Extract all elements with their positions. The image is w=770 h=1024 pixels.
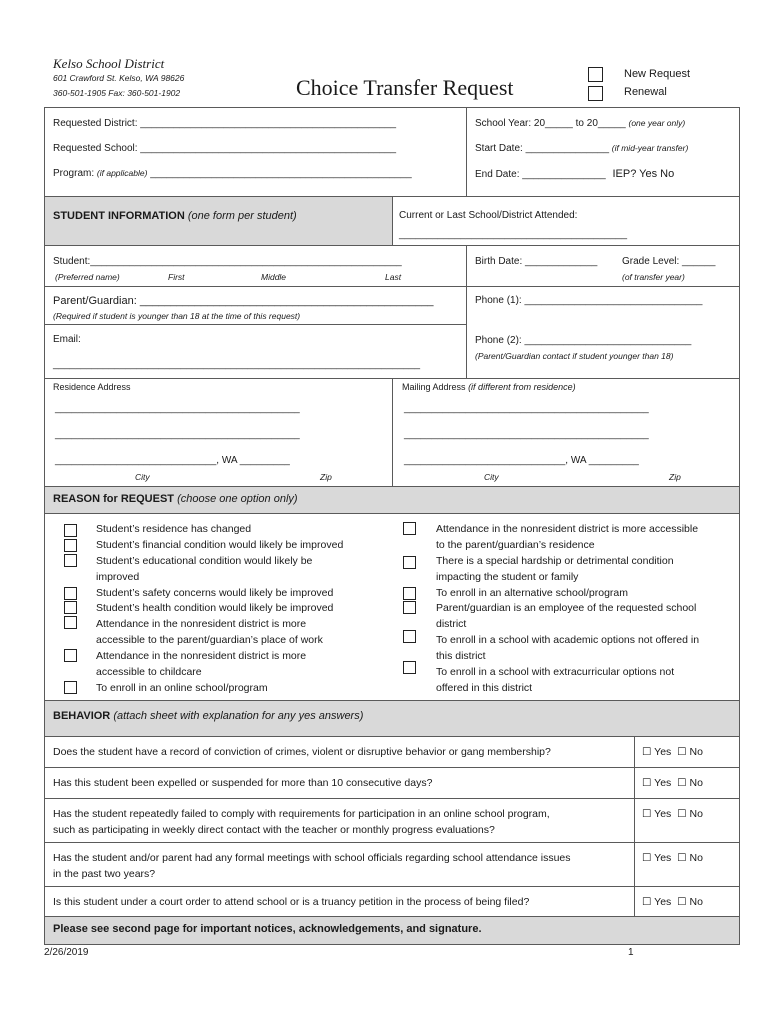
reason-left-line: To enroll in an online school/program bbox=[96, 682, 268, 694]
parent-guardian-input[interactable]: Parent/Guardian: ________________________________________________ bbox=[53, 295, 434, 307]
no-label: No bbox=[689, 896, 703, 908]
school-year-label: School Year: 20_____ to 20_____ bbox=[475, 118, 626, 129]
mailing-address-label: Mailing Address bbox=[402, 382, 466, 392]
reason-parent-work-checkbox[interactable] bbox=[64, 616, 77, 629]
behavior-question-3a: Has the student repeatedly failed to comply with requirements for participation in an online school program, bbox=[53, 808, 550, 820]
reason-academic-checkbox[interactable] bbox=[403, 630, 416, 643]
reason-safety-checkbox[interactable] bbox=[64, 587, 77, 600]
new-request-checkbox[interactable] bbox=[588, 67, 603, 82]
reason-note: (choose one option only) bbox=[177, 493, 298, 505]
mailing-city-zip[interactable]: _____________________________, WA _________ bbox=[404, 455, 639, 466]
reason-right-line: offered in this district bbox=[436, 682, 533, 694]
reason-right-line: to the parent/guardian’s residence bbox=[436, 539, 595, 551]
behavior-answer-1[interactable] bbox=[642, 746, 703, 758]
reason-health-checkbox[interactable] bbox=[64, 601, 77, 614]
page-number: 1 bbox=[628, 947, 634, 958]
residence-city-label: City bbox=[135, 472, 150, 482]
current-school-input[interactable]: _________________________________________ bbox=[399, 229, 628, 240]
no-label: No bbox=[689, 808, 703, 820]
reason-right-line: Parent/guardian is an employee of the requested school bbox=[436, 602, 697, 614]
reason-heading bbox=[53, 493, 298, 505]
yes-checkbox-icon[interactable]: ☐ bbox=[642, 896, 652, 908]
end-date-field[interactable] bbox=[475, 168, 674, 180]
student-info-heading bbox=[53, 210, 297, 222]
requested-district-field[interactable]: Requested District: ______________________________________________ bbox=[53, 118, 397, 129]
requested-school-field[interactable]: Requested School: ______________________________________________ bbox=[53, 143, 397, 154]
reason-right-line: impacting the student or family bbox=[436, 571, 579, 583]
residence-line-1[interactable]: ____________________________________________ bbox=[55, 403, 300, 414]
reason-right-line: To enroll in a school with extracurricular options not bbox=[436, 666, 675, 678]
transfer-year-label: (of transfer year) bbox=[622, 272, 685, 282]
no-checkbox-icon[interactable]: ☐ bbox=[677, 896, 687, 908]
reason-alternative-checkbox[interactable] bbox=[403, 587, 416, 600]
student-info-title: STUDENT INFORMATION bbox=[53, 210, 185, 222]
reason-childcare-checkbox[interactable] bbox=[64, 649, 77, 662]
phone-2-note: (Parent/Guardian contact if student younger than 18) bbox=[475, 351, 674, 361]
reason-left-line: Student’s safety concerns would likely be improved bbox=[96, 587, 334, 599]
reason-left-line: Attendance in the nonresident district is more bbox=[96, 650, 307, 662]
preferred-name-label: (Preferred name) bbox=[55, 272, 120, 282]
no-label: No bbox=[689, 746, 703, 758]
reason-left-line: Student’s health condition would likely be improved bbox=[96, 602, 334, 614]
behavior-question-4a: Has the student and/or parent had any formal meetings with school officials regarding school attendance issues bbox=[53, 852, 571, 864]
second-page-notice: Please see second page for important notices, acknowledgements, and signature. bbox=[53, 923, 482, 935]
mailing-zip-label: Zip bbox=[669, 472, 681, 482]
program-line: _______________________________________________ bbox=[150, 168, 412, 179]
reason-left-line: accessible to childcare bbox=[96, 666, 202, 678]
behavior-question-3b: such as participating in weekly direct contact with the teacher or monthly progress evaluations? bbox=[53, 824, 495, 836]
reason-right-line: There is a special hardship or detrimental condition bbox=[436, 555, 674, 567]
yes-label: Yes bbox=[654, 777, 672, 789]
reason-left-line: Student’s educational condition would likely be bbox=[96, 555, 313, 567]
reason-right-line: Attendance in the nonresident district is more accessible bbox=[436, 523, 699, 535]
program-hint: (if applicable) bbox=[96, 168, 148, 178]
reason-hardship-checkbox[interactable] bbox=[403, 556, 416, 569]
program-field[interactable] bbox=[53, 168, 412, 179]
yes-checkbox-icon[interactable]: ☐ bbox=[642, 852, 652, 864]
residence-city-zip[interactable]: _____________________________, WA _________ bbox=[55, 455, 290, 466]
reason-left-line: improved bbox=[96, 571, 140, 583]
behavior-question-1: Does the student have a record of conviction of crimes, violent or disruptive behavior or gang membership? bbox=[53, 746, 551, 758]
reason-employee-checkbox[interactable] bbox=[403, 601, 416, 614]
yes-checkbox-icon[interactable]: ☐ bbox=[642, 746, 652, 758]
reason-parent-residence-checkbox[interactable] bbox=[403, 522, 416, 535]
parent-guardian-note: (Required if student is younger than 18 at the time of this request) bbox=[53, 311, 301, 321]
school-year-field[interactable] bbox=[475, 118, 685, 129]
district-phone: 360-501-1905 Fax: 360-501-1902 bbox=[53, 88, 181, 98]
first-name-label: First bbox=[168, 272, 185, 282]
yes-checkbox-icon[interactable]: ☐ bbox=[642, 808, 652, 820]
yes-label: Yes bbox=[654, 896, 672, 908]
iep-field[interactable]: IEP? Yes No bbox=[612, 168, 675, 180]
reason-right-line: this district bbox=[436, 650, 486, 662]
behavior-question-2: Has this student been expelled or suspended for more than 10 consecutive days? bbox=[53, 777, 433, 789]
behavior-note: (attach sheet with explanation for any yes answers) bbox=[113, 710, 364, 722]
behavior-question-5: Is this student under a court order to attend school or is a truancy petition in the process of being filed? bbox=[53, 896, 530, 908]
footer-date: 2/26/2019 bbox=[44, 947, 89, 958]
yes-label: Yes bbox=[654, 746, 672, 758]
no-label: No bbox=[689, 777, 703, 789]
behavior-answer-4[interactable] bbox=[642, 852, 703, 864]
last-name-label: Last bbox=[385, 272, 402, 282]
email-label: Email: bbox=[53, 334, 81, 345]
reason-title: REASON for REQUEST bbox=[53, 493, 175, 505]
mailing-address-heading bbox=[402, 382, 576, 392]
renewal-label: Renewal bbox=[624, 86, 667, 98]
reason-left-line: Student’s residence has changed bbox=[96, 523, 252, 535]
no-checkbox-icon[interactable]: ☐ bbox=[677, 777, 687, 789]
reason-extracurricular-checkbox[interactable] bbox=[403, 661, 416, 674]
current-school-label: Current or Last School/District Attended: bbox=[399, 210, 578, 221]
student-info-note: (one form per student) bbox=[187, 210, 297, 222]
reason-educational-checkbox[interactable] bbox=[64, 554, 77, 567]
new-request-label: New Request bbox=[624, 68, 691, 80]
reason-online-checkbox[interactable] bbox=[64, 681, 77, 694]
behavior-answer-5[interactable] bbox=[642, 896, 703, 908]
grade-level-input[interactable]: Grade Level: ______ bbox=[622, 256, 716, 267]
phone-2-input[interactable]: Phone (2): ______________________________ bbox=[475, 335, 692, 346]
reason-left-line: Attendance in the nonresident district is more bbox=[96, 618, 307, 630]
start-date-label: Start Date: _______________ bbox=[475, 143, 609, 154]
behavior-answer-3[interactable] bbox=[642, 808, 703, 820]
form-title: Choice Transfer Request bbox=[296, 75, 514, 100]
reason-right-line: To enroll in a school with academic options not offered in bbox=[436, 634, 700, 646]
start-date-field[interactable] bbox=[475, 143, 688, 154]
yes-checkbox-icon[interactable]: ☐ bbox=[642, 777, 652, 789]
student-name-input[interactable]: Student:________________________________________________________ bbox=[53, 256, 402, 267]
end-date-label: End Date: _______________ bbox=[475, 169, 606, 180]
middle-name-label: Middle bbox=[261, 272, 287, 282]
reason-left-line: Student’s financial condition would likely be improved bbox=[96, 539, 344, 551]
yes-label: Yes bbox=[654, 808, 672, 820]
behavior-heading bbox=[53, 710, 363, 722]
mailing-line-2[interactable]: ____________________________________________ bbox=[404, 429, 649, 440]
behavior-question-4b: in the past two years? bbox=[53, 868, 156, 880]
program-label: Program: bbox=[53, 168, 95, 179]
behavior-answer-2[interactable] bbox=[642, 777, 703, 789]
no-checkbox-icon[interactable]: ☐ bbox=[677, 746, 687, 758]
mailing-city-label: City bbox=[484, 472, 499, 482]
reason-left-line: accessible to the parent/guardian’s place of work bbox=[96, 634, 323, 646]
no-checkbox-icon[interactable]: ☐ bbox=[677, 808, 687, 820]
no-checkbox-icon[interactable]: ☐ bbox=[677, 852, 687, 864]
birth-date-input[interactable]: Birth Date: _____________ bbox=[475, 256, 598, 267]
school-year-note: (one year only) bbox=[628, 118, 686, 128]
yes-label: Yes bbox=[654, 852, 672, 864]
email-input[interactable]: __________________________________________________________________ bbox=[53, 359, 421, 370]
reason-residence-checkbox[interactable] bbox=[64, 524, 77, 537]
phone-1-input[interactable]: Phone (1): ________________________________ bbox=[475, 295, 703, 306]
district-name: Kelso School District bbox=[53, 56, 165, 71]
residence-line-2[interactable]: ____________________________________________ bbox=[55, 429, 300, 440]
residence-zip-label: Zip bbox=[320, 472, 332, 482]
behavior-title: BEHAVIOR bbox=[53, 710, 111, 722]
mailing-address-note: (if different from residence) bbox=[468, 382, 576, 392]
start-date-note: (if mid-year transfer) bbox=[611, 143, 689, 153]
renewal-checkbox[interactable] bbox=[588, 86, 603, 101]
no-label: No bbox=[689, 852, 703, 864]
district-address: 601 Crawford St. Kelso, WA 98626 bbox=[53, 73, 185, 83]
residence-address-label: Residence Address bbox=[53, 382, 131, 392]
mailing-line-1[interactable]: ____________________________________________ bbox=[404, 403, 649, 414]
reason-financial-checkbox[interactable] bbox=[64, 539, 77, 552]
reason-right-line: district bbox=[436, 618, 467, 630]
reason-right-line: To enroll in an alternative school/program bbox=[436, 587, 629, 599]
